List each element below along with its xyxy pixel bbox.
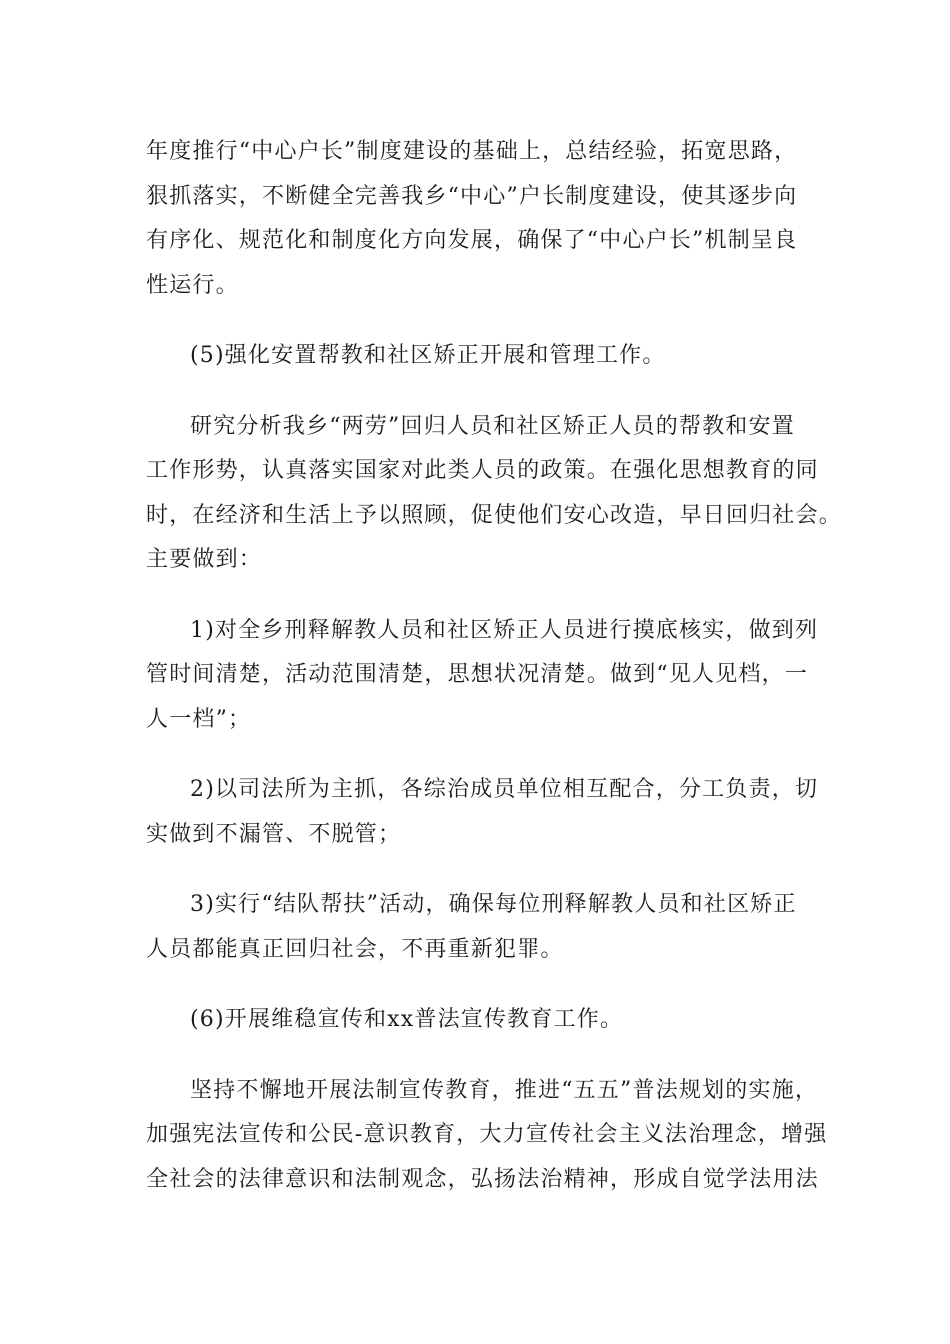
paragraph-legal-education bbox=[146, 1069, 828, 1203]
paragraph-resettlement bbox=[146, 405, 843, 583]
text-line: 3)实行“结队帮扶”活动，确保每位刑释解教人员和社区矫正 bbox=[190, 892, 797, 917]
text-line: 实做到不漏管、不脱管； bbox=[146, 821, 402, 847]
text-line: 全社会的法律意识和法制观念，弘扬法治精神，形成自觉学法用法 bbox=[146, 1166, 819, 1192]
heading-item-5 bbox=[146, 334, 811, 379]
text-line: 性运行。 bbox=[146, 272, 239, 298]
paragraph-hukou-system bbox=[146, 130, 811, 308]
text-line: (6)开展维稳宣传和xx普法宣传教育工作。 bbox=[190, 1007, 624, 1032]
text-line: 时，在经济和生活上予以照顾，促使他们安心改造，早日回归社会。 bbox=[146, 502, 843, 528]
text-line: 研究分析我乡“两劳”回归人员和社区矫正人员的帮教和安置 bbox=[190, 413, 795, 439]
text-line: 狠抓落实，不断健全完善我乡“中心”户长制度建设，使其逐步向 bbox=[146, 183, 798, 209]
text-line: 年度推行“中心户长”制度建设的基础上，总结经验，拓宽思路， bbox=[146, 139, 798, 164]
list-item-1 bbox=[146, 609, 819, 743]
text-line: 2)以司法所为主抓，各综治成员单位相互配合，分工负责，切 bbox=[190, 777, 819, 802]
text-line: 人员都能真正回归社会，不再重新犯罪。 bbox=[146, 936, 564, 962]
text-line: 有序化、规范化和制度化方向发展，确保了“中心户长”机制呈良 bbox=[146, 228, 798, 253]
list-item-2 bbox=[146, 768, 819, 857]
text-line: 加强宪法宣传和公民-意识教育，大力宣传社会主义法治理念，增强 bbox=[146, 1122, 828, 1147]
document-body bbox=[146, 130, 843, 1228]
text-line: 人一档”； bbox=[146, 706, 252, 732]
text-line: 工作形势，认真落实国家对此类人员的政策。在强化思想教育的同 bbox=[146, 458, 819, 483]
text-line: (5)强化安置帮教和社区矫正开展和管理工作。 bbox=[190, 343, 666, 368]
text-line: 坚持不懈地开展法制宣传教育，推进“五五”普法规划的实施， bbox=[190, 1077, 819, 1103]
text-line: 管时间清楚，活动范围清楚，思想状况清楚。做到“见人见档，一 bbox=[146, 662, 809, 687]
text-line: 主要做到： bbox=[146, 547, 263, 572]
list-item-3 bbox=[146, 883, 811, 972]
text-line: 1)对全乡刑释解教人员和社区矫正人员进行摸底核实，做到列 bbox=[190, 617, 819, 643]
heading-item-6 bbox=[146, 998, 811, 1043]
